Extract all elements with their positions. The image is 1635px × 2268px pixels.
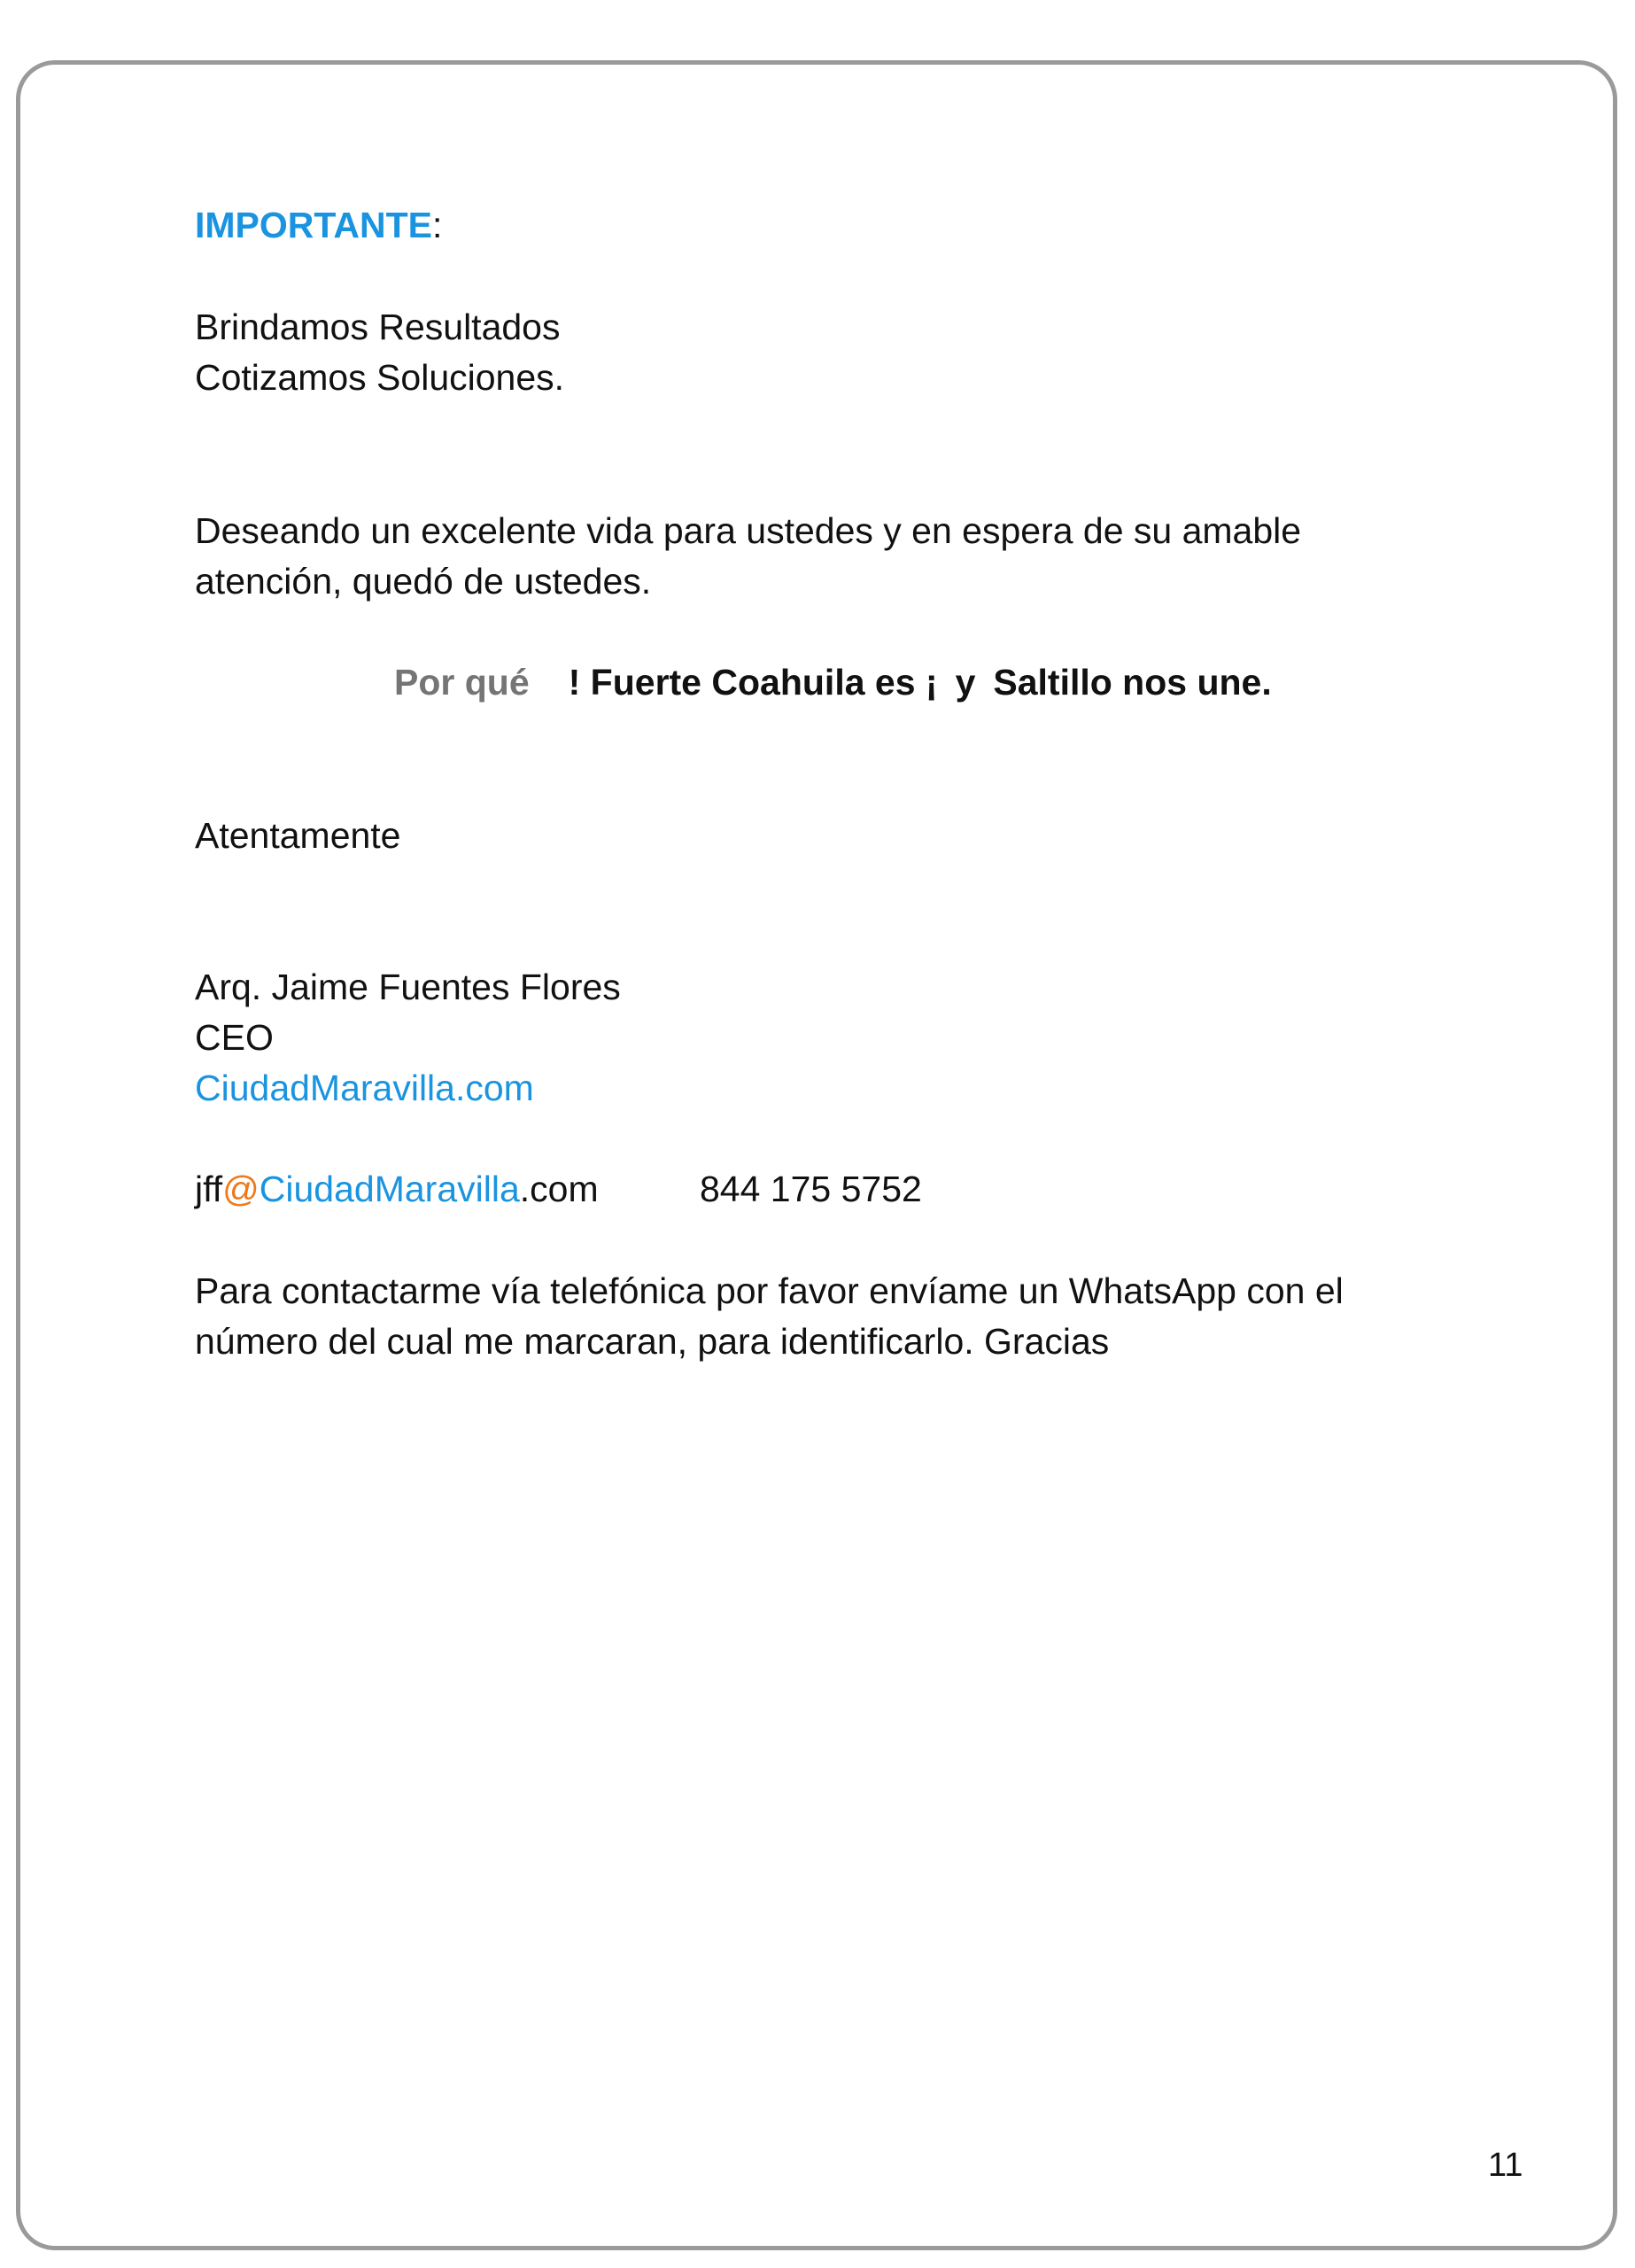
email-tld: .com — [519, 1169, 599, 1209]
wish-line-2: atención, quedó de ustedes. — [195, 561, 652, 602]
important-heading — [195, 200, 442, 251]
closing-text: Atentamente — [195, 815, 401, 856]
important-colon: : — [432, 205, 443, 245]
email-at: @ — [222, 1169, 260, 1209]
whatsapp-line-1: Para contactarme vía telefónica por favor envíame un WhatsApp con el — [195, 1270, 1344, 1311]
solutions-line: Cotizamos Soluciones. — [195, 357, 565, 398]
tagline-main-part1: ! Fuerte Coahuila es ¡ — [568, 662, 938, 703]
signature-name: Arq. Jaime Fuentes Flores — [195, 967, 621, 1007]
whatsapp-line-2: número del cual me marcaran, para identificarlo. Gracias — [195, 1321, 1110, 1362]
email-domain: CiudadMaravilla — [259, 1169, 520, 1209]
email-link[interactable] — [195, 1164, 599, 1215]
tagline-prefix: Por qué — [394, 662, 530, 703]
wish-line-1: Deseando un excelente vida para ustedes y en espera de su amable — [195, 510, 1302, 551]
tagline-connector: y — [955, 662, 976, 703]
results-line: Brindamos Resultados — [195, 307, 561, 347]
signature-role: CEO — [195, 1017, 274, 1058]
tagline — [394, 657, 1272, 708]
important-label: IMPORTANTE — [195, 205, 433, 245]
tagline-main-part2: Saltillo nos une. — [993, 662, 1272, 703]
website-link[interactable]: CiudadMaravilla.com — [195, 1068, 534, 1108]
phone-number: 844 175 5752 — [700, 1169, 922, 1209]
email-user: jff — [195, 1169, 223, 1209]
page-number: 11 — [1488, 2147, 1523, 2184]
